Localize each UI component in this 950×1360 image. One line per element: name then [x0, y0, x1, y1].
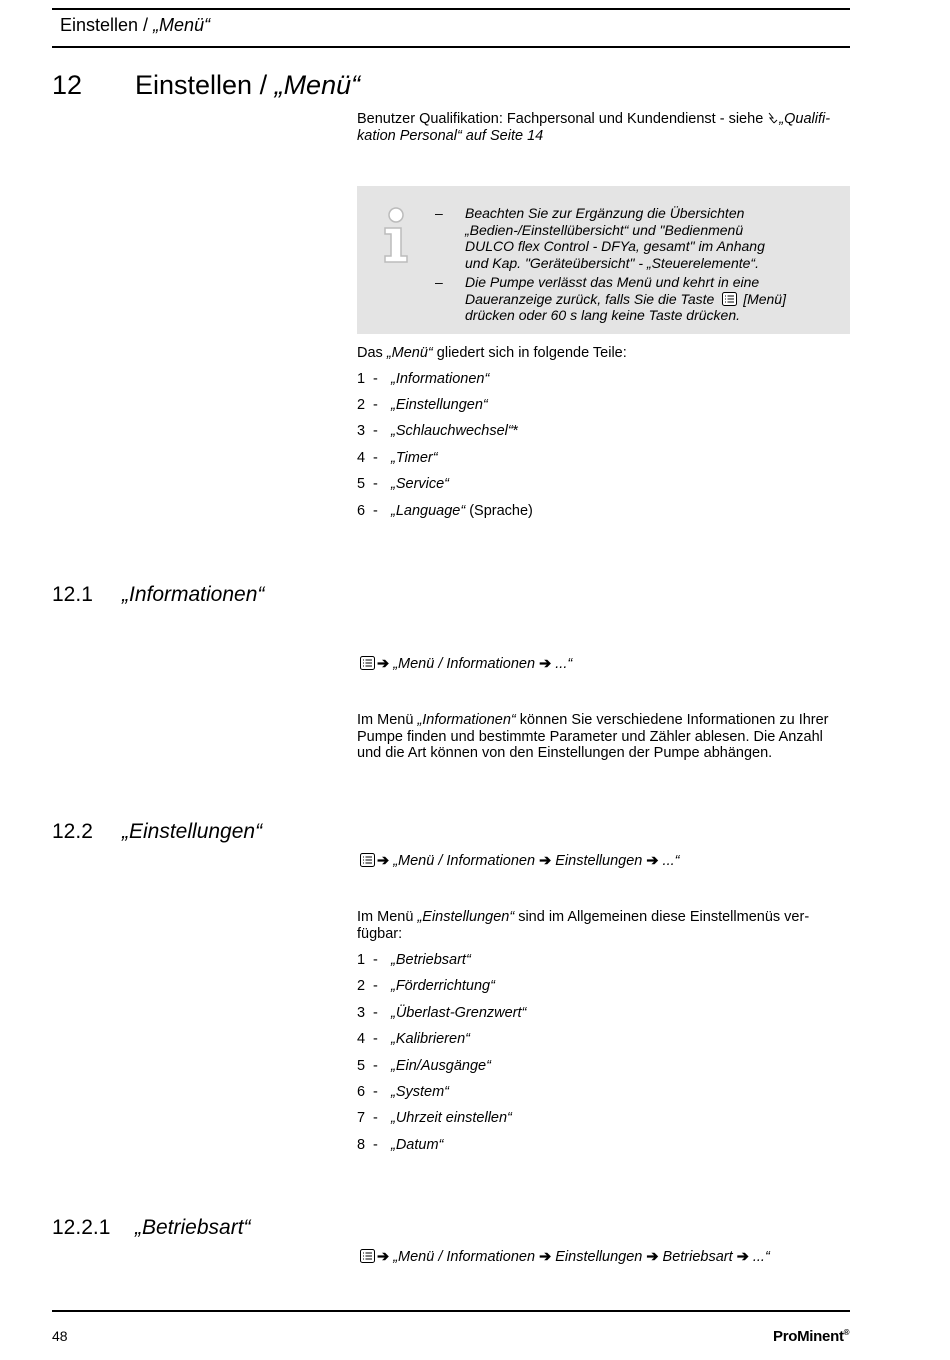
- info-bullet-1: Beachten Sie zur Ergänzung die Übersichten „Bedien-/Einstellübersicht“ und "Bedienmenü DULCO flex Control - DFYa, gesamt" im Anhang und Kap. "Geräteübersicht" - „Steuerelemente“.: [465, 205, 765, 271]
- list-item: 4 - „Kalibrieren“: [357, 1031, 470, 1047]
- einstellungen-text: Im Menü „Einstellungen“ sind im Allgemeinen diese Einstellmenüs ver- fügbar:: [357, 909, 810, 942]
- menu-path-betriebsart: ➔ „Menü / Informationen ➔ Einstellungen ➔ Betriebsart ➔ ...“: [360, 1249, 770, 1265]
- prominent-logo: ProMinent®: [773, 1328, 850, 1345]
- arrow-right-icon: ➔: [646, 1249, 659, 1265]
- list-item: 6 - „Language“ (Sprache): [357, 503, 533, 519]
- header-rule: [52, 46, 850, 48]
- info-bullet-2: Die Pumpe verlässt das Menü und kehrt in eine Daueranzeige zurück, falls Sie die Taste [Menü] drücken oder 60 s lang keine Taste drücken.: [465, 274, 786, 323]
- menu-path-informationen: ➔ „Menü / Informationen ➔ ...“: [360, 656, 572, 672]
- list-item: 7 - „Uhrzeit einstellen“: [357, 1110, 512, 1126]
- arrow-right-icon: ➔: [736, 1249, 749, 1265]
- page-number: 48: [52, 1328, 68, 1344]
- qualification-link-cont[interactable]: kation Personal“ auf Seite 14: [357, 127, 544, 144]
- arrow-right-icon: ➔: [539, 656, 552, 672]
- arrow-right-icon: ➔: [377, 853, 390, 869]
- menu-key-icon: [360, 656, 375, 670]
- arrow-right-icon: ➔: [377, 1249, 390, 1265]
- list-item: 3 - „Schlauchwechsel“*: [357, 423, 519, 439]
- list-item: 5 - „Service“: [357, 476, 450, 492]
- list-item: 8 - „Datum“: [357, 1137, 444, 1153]
- list-item: 6 - „System“: [357, 1084, 449, 1100]
- list-item: 4 - „Timer“: [357, 450, 438, 466]
- arrow-right-icon: ➔: [539, 1249, 552, 1265]
- menu-key-icon: [722, 291, 737, 308]
- link-arrow-icon: [767, 111, 779, 127]
- footer-rule: [52, 1310, 850, 1312]
- arrow-right-icon: ➔: [377, 656, 390, 672]
- menu-path-einstellungen: ➔ „Menü / Informationen ➔ Einstellungen ➔ ...“: [360, 853, 679, 869]
- qualification-text: Benutzer Qualifikation: Fachpersonal und Kundendienst - siehe „Qualifi- kation Personal“ auf Seite 14: [357, 111, 831, 144]
- top-rule: [52, 8, 850, 10]
- arrow-right-icon: ➔: [646, 853, 659, 869]
- list-item: 5 - „Ein/Ausgänge“: [357, 1058, 491, 1074]
- info-icon: [379, 206, 413, 266]
- menu-key-icon: [360, 1249, 375, 1263]
- menu-key-icon: [360, 853, 375, 867]
- arrow-right-icon: ➔: [539, 853, 552, 869]
- list-item: 2 - „Förderrichtung“: [357, 978, 495, 994]
- list-item: 3 - „Überlast-Grenzwert“: [357, 1005, 527, 1021]
- list-item: 1 - „Informationen“: [357, 371, 490, 387]
- menu-intro: Das „Menü“ gliedert sich in folgende Teile:: [357, 345, 627, 361]
- running-header: Einstellen / „Menü“: [60, 15, 211, 35]
- qualification-link[interactable]: „Qualifi-: [779, 111, 831, 127]
- list-item: 2 - „Einstellungen“: [357, 397, 488, 413]
- informationen-text: Im Menü „Informationen“ können Sie verschiedene Informationen zu Ihrer Pumpe finden und bestimmte Parameter und Zähler ablesen. Die Anzahl und die Art können von den Einstellungen der Pumpe abhängen.: [357, 712, 829, 761]
- list-item: 1 - „Betriebsart“: [357, 952, 471, 968]
- info-box: – Beachten Sie zur Ergänzung die Übersichten „Bedien-/Einstellübersicht“ und "Bedienmenü DULCO flex Control - DFYa, gesamt" im Anhang und Kap. "Geräteübersicht" - „Steuerelemente“. – Die Pumpe verlässt das Menü und kehrt in eine Daueranzeige zurück, falls Sie die Taste [Menü] drücken oder 60 s lang keine Taste drücken.: [357, 186, 850, 334]
